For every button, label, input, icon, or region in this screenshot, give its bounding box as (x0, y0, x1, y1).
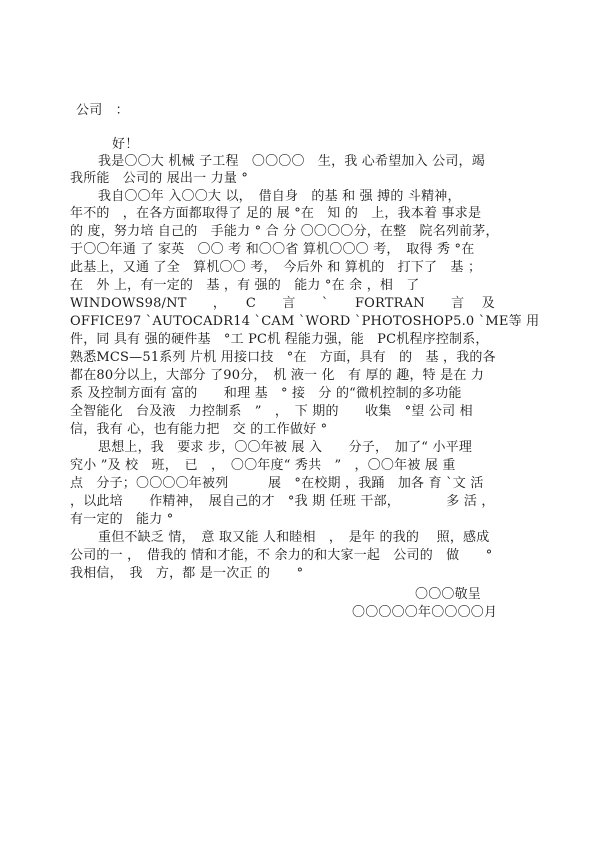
body-line-21: 有一定的 能力 ° (70, 512, 174, 527)
body-line-6: 于〇〇年通 了 家英 〇〇 考 和〇〇省 算机〇〇〇 考， 取得 秀 °在 (70, 242, 475, 257)
body-line-2: 我所能 公司的 展出一 力量 ° (70, 171, 249, 186)
body-line-7: 此基上，又通 了全 算机〇〇 考， 今后外 和 算机的 打下了 基 ； (70, 260, 482, 275)
body-line-4: 年不的 ，在各方面都取得了 足的 展 °在 知 的 上，我本着 事求是 (70, 206, 482, 221)
body-line-20: ，以此培 作精神， 展自己的才 °我 期 任班 干部， 多 活 ， (70, 494, 495, 509)
salutation: 公司 ： (76, 103, 129, 118)
body-line-1: 我是〇〇大 机械 子工程 〇〇〇〇 生，我 心希望加入 公司，竭 (98, 154, 485, 169)
body-line-8: 在 外 上，有一定的 基 ，有 强的 能力 °在 余 ，相 了 (70, 278, 420, 293)
body-line-3: 我自〇〇年 入〇〇大 以， 借自身 的基 和 强 搏的 斗精神， (98, 189, 461, 204)
body-line-12: 熟悉MCS—51系列 片机 用接口技 °在 方面，具有 的 基 ，我的各 (70, 350, 496, 365)
body-line-14: 系 及控制方面有 富的 和理 基 ° 接 分 的“微机控制的多功能 (70, 386, 462, 401)
body-line-15: 全智能化 台及液 力控制系 ” ， 下 期的 收集 °望 公司 相 (70, 404, 473, 419)
letter-date: 〇〇〇〇〇年〇〇〇〇月 (352, 605, 498, 620)
body-line-23: 公司的一 ， 借我的 情和才能，不 余力的和大家一起 公司的 做 ° (70, 548, 493, 563)
body-line-22: 重但不缺乏 情， 意 取又能 人和睦相 ， 是年 的我的 照，感成 (98, 530, 490, 545)
body-line-17: 思想上，我 要求 步，〇〇年被 展 入 分子， 加了“ 小平理 (98, 440, 473, 455)
body-line-11: 件，同 具有 强的硬件基 °工 PC机 程能力强，能 PC机程序控制系， (70, 332, 489, 347)
body-line-24: 我相信， 我 方，都 是一次正 的 ° (70, 566, 304, 581)
body-line-5: 的 度，努力培 自己的 手能力 ° 合 分 〇〇〇〇分，在整 院名列前茅， (70, 224, 499, 239)
body-line-19: 点 分子；〇〇〇〇年被列 展 °在校期 ，我踊 加各 育 `文 活 (70, 476, 484, 491)
body-line-16: 信，我有 心，也有能力把 交 的工作做好 ° (70, 422, 328, 437)
body-line-9: WINDOWS98/NT ， C 言 ` FORTRAN 言 及 (70, 296, 495, 311)
body-line-13: 都在80分以上，大部分 了90分， 机 液一 化 有 厚的 趣，特 是在 力 (70, 368, 485, 383)
greeting: 好！ (112, 137, 139, 152)
body-line-10: OFFICE97 `AUTOCADR14 `CAM `WORD `PHOTOSHOP5.0 `ME等 用 (70, 314, 540, 329)
body-line-18: 究小 ”及 校 班， 已 ， 〇〇年度“ 秀共 ” ，〇〇年被 展 重 (70, 458, 456, 473)
sign-off: 〇〇〇敬呈 (415, 587, 482, 602)
